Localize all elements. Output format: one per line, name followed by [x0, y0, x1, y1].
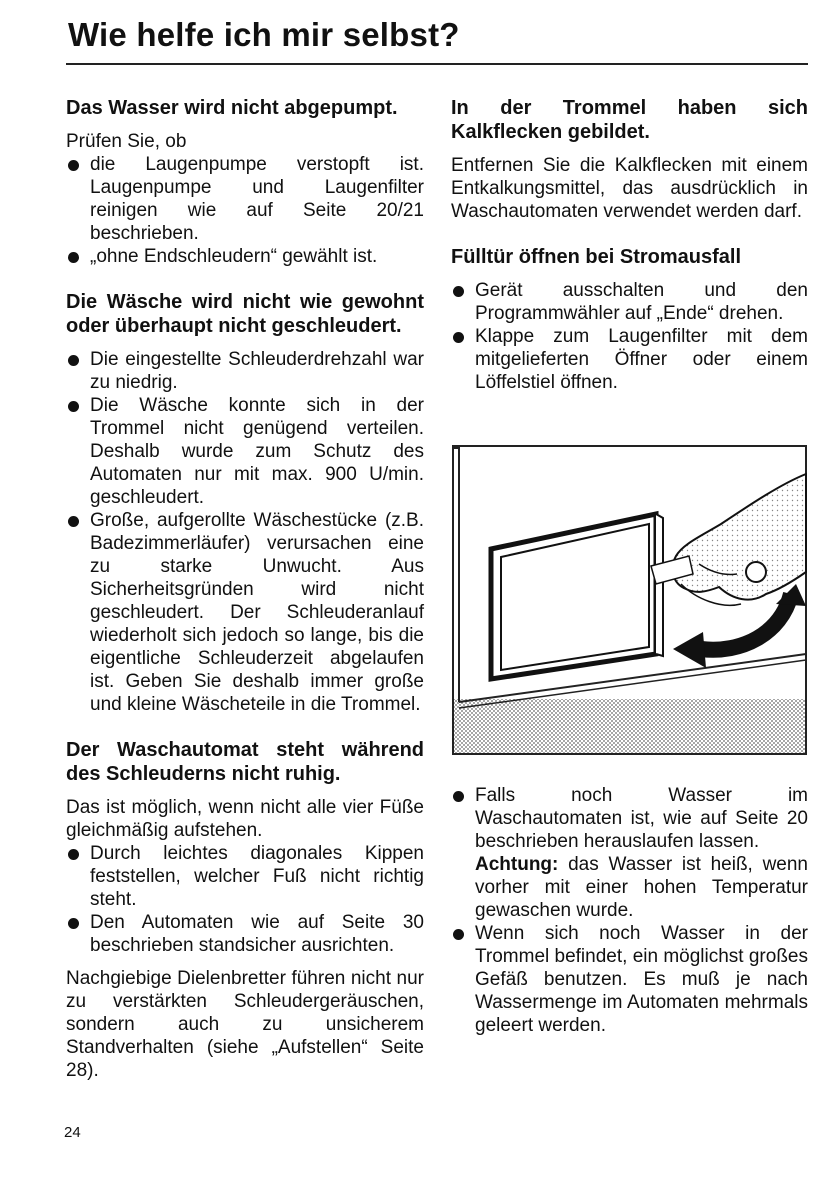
list-pump — [66, 153, 424, 268]
list-item: Die eingestellte Schleuderdrehzahl war zu niedrig. — [66, 348, 424, 394]
list-item — [451, 784, 808, 922]
list-item: Den Automaten wie auf Seite 30 beschrieben standsicher ausrichten. — [66, 911, 424, 957]
section-spin — [66, 290, 424, 716]
heading-spin: Die Wäsche wird nicht wie gewohnt oder überhaupt nicht geschleudert. — [66, 291, 424, 337]
page-title: Wie helfe ich mir selbst? — [68, 16, 460, 53]
section-drain-water — [451, 784, 808, 1037]
intro-pump: Prüfen Sie, ob — [66, 131, 187, 152]
list-item: „ohne Endschleudern“ gewählt ist. — [66, 245, 424, 268]
left-column — [66, 96, 424, 1104]
section-power-failure — [451, 245, 808, 394]
intro-stability: Das ist möglich, wenn nicht alle vier Füße gleichmäßig aufstehen. — [66, 797, 424, 841]
heading-stability: Der Waschautomat steht während des Schleuderns nicht ruhig. — [66, 739, 424, 785]
list-item: Die Wäsche konnte sich in der Trommel nicht genügend verteilen. Deshalb wurde zum Schutz des Automaten nur mit max. 900 U/min. geschleudert. — [66, 394, 424, 509]
section-limescale — [451, 96, 808, 223]
heading-pump: Das Wasser wird nicht abgepumpt. — [66, 97, 398, 119]
section-stability — [66, 738, 424, 1082]
right-column — [451, 96, 808, 1059]
list-power-failure — [451, 279, 808, 394]
body-limescale: Entfernen Sie die Kalkflecken mit einem Entkalkungsmittel, das ausdrücklich in Waschautomaten verwendet werden darf. — [451, 155, 808, 222]
list-item: Große, aufgerollte Wäschestücke (z.B. Badezimmerläufer) verursachen eine zu starke Unwucht. Aus Sicherheitsgründen wird nicht geschleudert. Der Schleuderanlauf wiederholt sich jedoch so lange, bis die eigentliche Schleuderzeit abgelaufen ist. Geben Sie deshalb immer große und kleine Wäscheteile in die Trommel. — [66, 509, 424, 716]
list-item: die Laugenpumpe verstopft ist. Laugenpumpe und Laugenfilter reinigen wie auf Seite 20/21 beschrieben. — [66, 153, 424, 245]
page-number: 24 — [64, 1124, 81, 1141]
heading-limescale: In der Trommel haben sich Kalkflecken gebildet. — [451, 97, 808, 143]
list-item: Gerät ausschalten und den Programmwähler auf „Ende“ drehen. — [451, 279, 808, 325]
list-item-text: Falls noch Wasser im Waschautomaten ist, wie auf Seite 20 beschrieben herauslaufen lassen. — [475, 785, 808, 852]
heading-power-failure: Fülltür öffnen bei Stromausfall — [451, 246, 742, 268]
list-spin — [66, 348, 424, 716]
outro-stability: Nachgiebige Dielenbretter führen nicht nur zu verstärkten Schleudergeräuschen, sondern auch zu unsicherem Standverhalten (siehe „Aufstellen“ Seite 28). — [66, 968, 424, 1081]
warning-text: das Wasser ist heiß, wenn vorher mit einer hohen Temperatur gewaschen wurde. — [475, 854, 808, 921]
title-rule — [66, 63, 808, 65]
list-drain-water — [451, 784, 808, 1037]
warning-label: Achtung: — [475, 854, 559, 875]
list-stability — [66, 842, 424, 957]
list-item: Klappe zum Laugenfilter mit dem mitgelieferten Öffner oder einem Löffelstiel öffnen. — [451, 325, 808, 394]
filter-flap-illustration — [451, 444, 808, 756]
hand-opening-filter-flap-icon — [451, 444, 808, 756]
list-item: Durch leichtes diagonales Kippen feststellen, welcher Fuß nicht richtig steht. — [66, 842, 424, 911]
section-pump — [66, 96, 424, 268]
list-item: Wenn sich noch Wasser in der Trommel befindet, ein möglichst großes Gefäß benutzen. Es muß je nach Wassermenge im Automaten mehrmals geleert werden. — [451, 922, 808, 1037]
